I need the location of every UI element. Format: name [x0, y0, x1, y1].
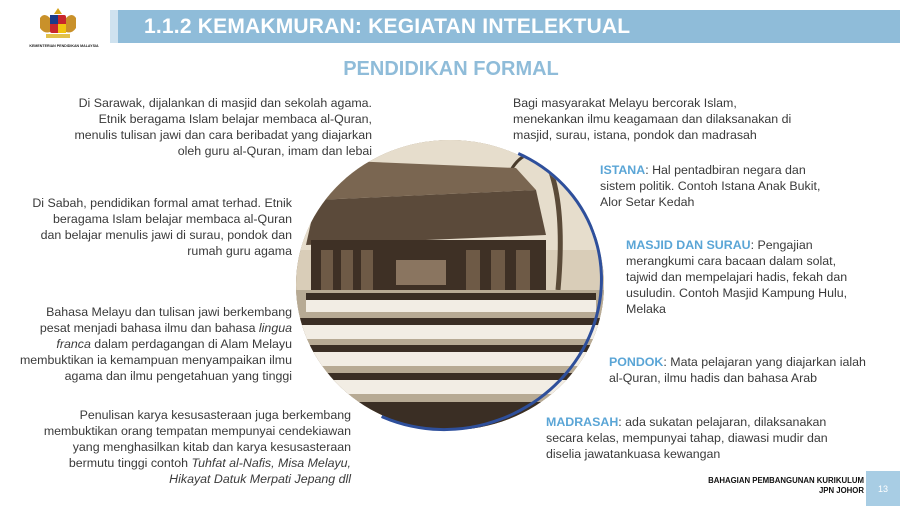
footer-line-2: JPN JOHOR — [818, 486, 864, 495]
masjid-surau-description: : Pengajian merangkumi cara bacaan dalam solat, tajwid dan mempelajari hadis, fekah dan usuludin. Contoh Masjid Kampung Hulu, Melaka — [626, 238, 848, 316]
istana-text — [600, 162, 828, 210]
bahasa-text-part1: Bahasa Melayu dan tulisan jawi berkembang pesat menjadi bahasa ilmu dan bahasa — [39, 305, 292, 335]
masjid-surau-label: MASJID DAN SURAU — [626, 238, 751, 252]
intro-text: Bagi masyarakat Melayu bercorak Islam, menekankan ilmu keagamaan dan dilaksanakan di masjid, surau, istana, pondok dan madrasah — [513, 96, 792, 142]
bahasa-melayu-text — [18, 304, 292, 384]
sarawak-text: Di Sarawak, dijalankan di masjid dan sekolah agama. Etnik beragama Islam belajar membaca al-Quran, menulis tulisan jawi dan cara beribadat yang diajarkan oleh guru al-Quran, imam dan lebai — [74, 96, 372, 158]
coat-of-arms-icon — [36, 6, 80, 42]
masjid-surau-text — [626, 237, 871, 317]
logo-caption: KEMENTERIAN PENDIDIKAN MALAYSIA — [29, 44, 99, 48]
madrasah-label: MADRASAH — [546, 415, 619, 429]
istana-label: ISTANA — [600, 163, 646, 177]
bahasa-text-part2: dalam perdagangan di Alam Melayu membuktikan ia kemampuan menyampaikan ilmu agama dan ilmu pengetahuan yang tinggi — [19, 337, 292, 383]
ministry-logo — [14, 6, 102, 50]
title-bar-fill — [118, 10, 900, 43]
madrasah-description: : ada sukatan pelajaran, dilaksanakan secara kelas, mempunyai tahap, diawasi mudir dan diselia jawatankuasa kewangan — [546, 415, 828, 461]
page-title: 1.1.2 KEMAKMURAN: KEGIATAN INTELEKTUAL — [144, 15, 631, 38]
sabah-text: Di Sabah, pendidikan formal amat terhad. Etnik beragama Islam belajar membaca al-Quran dan belajar menulis jawi di surau, pondok dan rumah guru agama — [32, 196, 292, 258]
madrasah-text — [546, 414, 856, 462]
page-number: 13 — [866, 471, 900, 506]
lingua-franca-term: lingua franca — [56, 321, 292, 351]
page-subtitle: PENDIDIKAN FORMAL — [343, 58, 559, 80]
footer-line-1: BAHAGIAN PEMBANGUNAN KURIKULUM — [708, 476, 864, 485]
footer-department — [708, 476, 864, 496]
historical-school-photo — [296, 140, 604, 430]
pondok-text — [609, 354, 871, 386]
istana-description: : Hal pentadbiran negara dan sistem politik. Contoh Istana Anak Bukit, Alor Setar Kedah — [600, 163, 821, 209]
penulisan-text — [40, 407, 351, 487]
pondok-label: PONDOK — [609, 355, 664, 369]
literary-works-list: Tuhfat al-Nafis, Misa Melayu, Hikayat Datuk Merpati Jepang dll — [169, 456, 351, 486]
penulisan-text-part1: Penulisan karya kesusasteraan juga berkembang membuktikan orang tempatan mempunyai cendekiawan yang menghasilkan kitab dan karya kesusasteraan bermutu tinggi contoh — [43, 408, 351, 470]
pondok-description: : Mata pelajaran yang diajarkan ialah al-Quran, ilmu hadis dan bahasa Arab — [609, 355, 866, 385]
title-bar — [110, 10, 900, 43]
